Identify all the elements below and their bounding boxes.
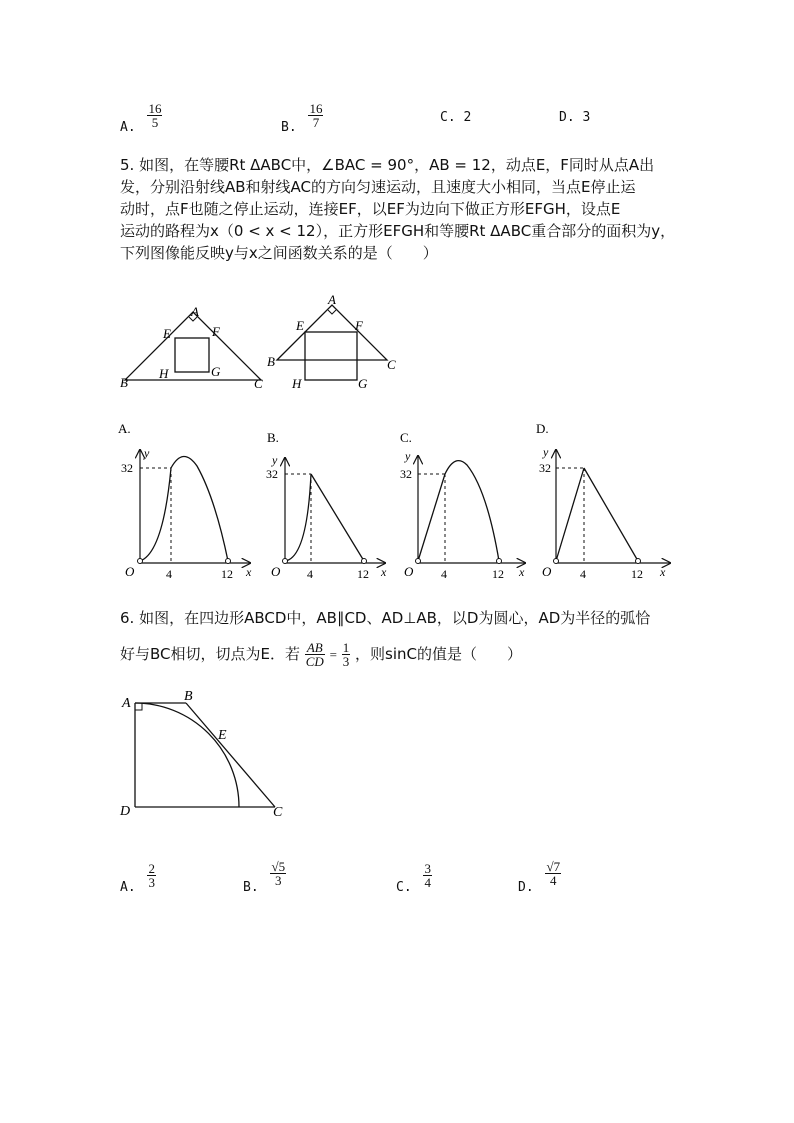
- q4-option-d[interactable]: D. 3: [559, 110, 591, 125]
- svg-text:x: x: [246, 565, 252, 579]
- fig2-label-c: C: [387, 357, 396, 372]
- svg-text:O: O: [271, 564, 281, 579]
- graph-option-c[interactable]: [400, 430, 525, 581]
- fig1-label-b: B: [120, 375, 128, 390]
- svg-text:O: O: [125, 564, 135, 579]
- q5-line-5: 下列图像能反映y与x之间函数关系的是（ ）: [120, 244, 438, 262]
- q6-option-a-label: A.: [120, 880, 136, 895]
- svg-text:12: 12: [492, 567, 504, 581]
- svg-text:y: y: [405, 449, 411, 463]
- q6-line-2: [120, 636, 680, 673]
- fig2-label-e: E: [296, 318, 304, 333]
- q6-option-d-fraction: $\frac{√7}{4}$: [546, 859, 561, 888]
- svg-text:12: 12: [221, 567, 233, 581]
- svg-text:4: 4: [580, 567, 586, 581]
- q6-option-b-label: B.: [243, 880, 259, 895]
- q6-option-c-fraction: $\frac{3}{4}$: [424, 861, 431, 890]
- q4-option-a[interactable]: [120, 102, 162, 135]
- q6-option-b-fraction: $\frac{√5}{3}$: [271, 859, 286, 888]
- graph-option-b[interactable]: [266, 430, 387, 581]
- svg-text:4: 4: [441, 567, 447, 581]
- svg-text:32: 32: [266, 467, 278, 481]
- q6-ratio-equals: =: [329, 647, 337, 662]
- svg-text:y: y: [272, 453, 278, 467]
- q4-option-c[interactable]: C. 2: [440, 110, 472, 125]
- svg-text:32: 32: [400, 467, 412, 481]
- q6-option-c[interactable]: [396, 862, 432, 895]
- q4-option-b-fraction: $\frac{16}{7}$: [309, 101, 323, 130]
- svg-text:y: y: [144, 446, 150, 460]
- q6-quadrilateral-figure: [115, 685, 295, 825]
- q6-option-d-label: D.: [518, 880, 534, 895]
- fig2-label-b: B: [267, 354, 275, 369]
- svg-text:32: 32: [121, 461, 133, 475]
- q6-label-e: E: [218, 728, 227, 743]
- svg-text:12: 12: [631, 567, 643, 581]
- q6-label-c: C: [273, 805, 283, 820]
- graph-option-d[interactable]: [536, 421, 670, 581]
- svg-text:4: 4: [307, 567, 313, 581]
- q6-ratio-fraction: $\frac{AB}{CD}$: [305, 640, 324, 669]
- q4-option-b[interactable]: [281, 102, 323, 135]
- svg-text:O: O: [542, 564, 552, 579]
- svg-text:x: x: [519, 565, 525, 579]
- q6-stem: [120, 600, 680, 673]
- svg-text:32: 32: [539, 461, 551, 475]
- svg-text:O: O: [404, 564, 414, 579]
- svg-text:12: 12: [357, 567, 369, 581]
- svg-text:x: x: [660, 565, 666, 579]
- graph-option-a[interactable]: [118, 421, 252, 581]
- q4-option-b-label: B.: [281, 120, 297, 135]
- q6-label-d: D: [120, 804, 131, 819]
- svg-text:4: 4: [166, 567, 172, 581]
- svg-text:y: y: [543, 445, 549, 459]
- q6-line-1: 6. 如图，在四边形ABCD中，AB∥CD、AD⊥AB，以D为圆心，AD为半径的弧恰: [120, 609, 651, 627]
- q5-line-4: 运动的路程为x（0 < x < 12），正方形EFGH和等腰Rt ΔABC重合部分的面积为y，: [120, 222, 676, 240]
- graph-d-label: D.: [536, 421, 549, 436]
- graph-b-label: B.: [267, 430, 279, 445]
- fig2-label-h: H: [292, 376, 302, 391]
- q6-option-b[interactable]: [243, 860, 286, 895]
- fig1-label-e: E: [163, 326, 171, 341]
- q6-label-a: A: [122, 696, 131, 711]
- q6-option-a[interactable]: [120, 862, 156, 895]
- q5-stem: [120, 154, 680, 264]
- q4-option-a-label: A.: [120, 120, 136, 135]
- fig2-label-g: G: [358, 376, 368, 391]
- fig1-label-g: G: [211, 364, 221, 379]
- graph-a-label: A.: [118, 421, 131, 436]
- q4-option-a-fraction: $\frac{16}{5}$: [148, 101, 162, 130]
- q5-line-3: 动时，点F也随之停止运动，连接EF，以EF为边向下做正方形EFGH，设点E: [120, 200, 621, 218]
- q6-label-b: B: [184, 689, 193, 704]
- q6-option-d[interactable]: [518, 860, 561, 895]
- fig1-label-a: A: [191, 304, 199, 319]
- q6-option-a-fraction: $\frac{2}{3}$: [148, 861, 155, 890]
- graph-c-label: C.: [400, 430, 412, 445]
- q5-line-2: 发，分别沿射线AB和射线AC的方向匀速运动，且速度大小相同，当点E停止运: [120, 178, 636, 196]
- q6-option-c-label: C.: [396, 880, 412, 895]
- q5-graph-options: [115, 418, 675, 583]
- q5-triangle-figures: [115, 290, 415, 400]
- fig2-label-a: A: [328, 292, 336, 307]
- fig1-label-c: C: [254, 376, 263, 391]
- fig1-label-f: F: [212, 324, 220, 339]
- fig2-label-f: F: [355, 318, 363, 333]
- svg-text:x: x: [381, 565, 387, 579]
- q6-ratio-value: $\frac{1}{3}$: [342, 640, 350, 669]
- q6-line-2-pre: 好与BC相切，切点为E．若: [120, 645, 300, 663]
- fig1-label-h: H: [159, 366, 169, 381]
- q6-line-2-post: ，则sinC的值是（ ）: [355, 645, 522, 663]
- q5-line-1: 5. 如图，在等腰Rt ΔABC中，∠BAC = 90°，AB = 12，动点E，F同时从点A出: [120, 156, 655, 174]
